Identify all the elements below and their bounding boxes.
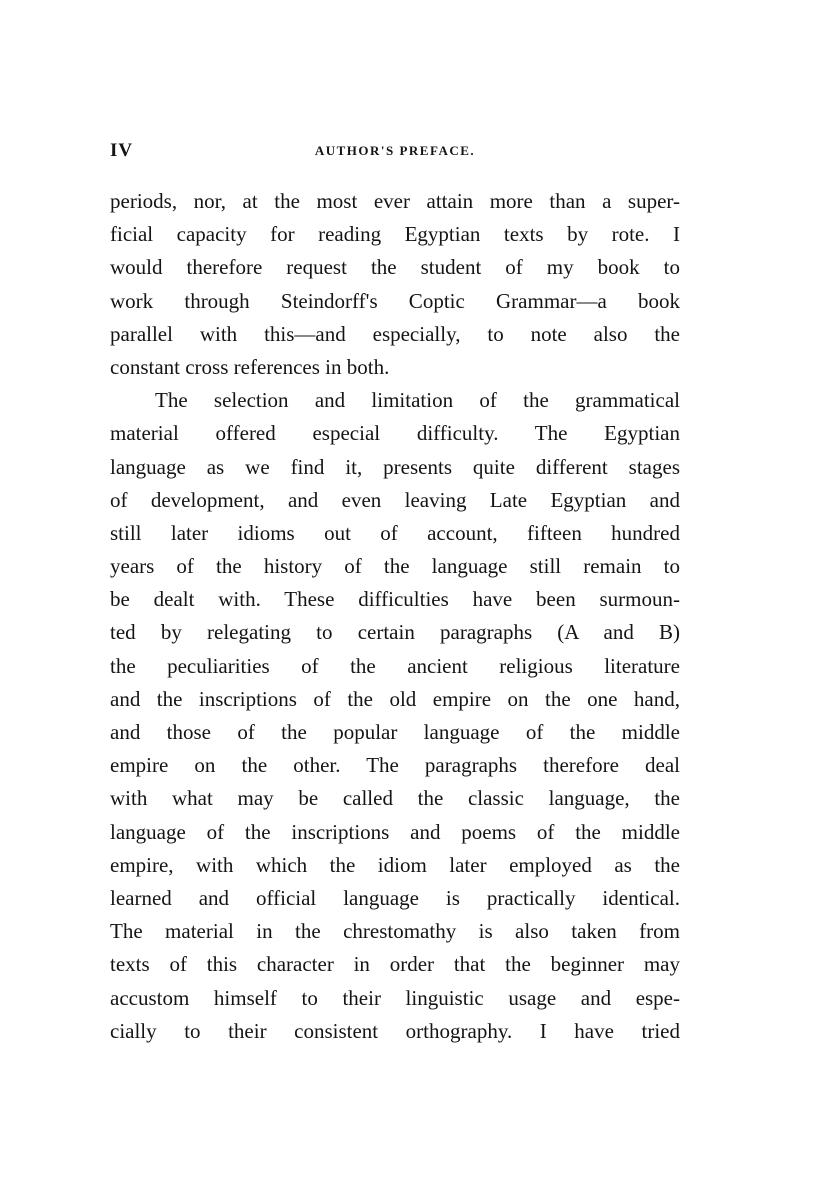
running-head: AUTHOR'S PREFACE. [314,143,476,158]
text-line: would therefore request the student of my book to [110,255,680,280]
text-line: ted by relegating to certain paragraphs (A and B) [110,620,680,645]
page-header [110,140,680,164]
text-line: still later idioms out of account, fifteen hundred [110,520,680,545]
text-line: work through Steindorff's Coptic Grammar—a book [110,288,680,313]
text-line: language of the inscriptions and poems of the middle [110,819,680,844]
page-number: IV [110,140,134,161]
text-line: be dealt with. These difficulties have been surmoun- [110,587,680,612]
text-line: accustom himself to their linguistic usage and espe- [110,985,680,1010]
text-line: the peculiarities of the ancient religious literature [110,653,680,678]
text-line: periods, nor, at the most ever attain more than a super- [110,189,680,213]
text-line: learned and official language is practically identical. [110,885,680,910]
text-line: parallel with this—and especially, to note also the [110,321,680,346]
text-line: language as we find it, presents quite different stages [110,454,680,479]
text-line: The material in the chrestomathy is also taken from [110,919,680,944]
text-line: of development, and even leaving Late Egyptian and [110,487,680,512]
text-line: ficial capacity for reading Egyptian texts by rote. I [110,222,680,247]
text-line: The selection and limitation of the grammatical [155,388,680,413]
text-line: empire, with which the idiom later employed as the [110,852,680,877]
text-line: texts of this character in order that the beginner may [110,952,680,977]
text-line: and the inscriptions of the old empire on the one hand, [110,686,680,711]
body-text [110,185,680,1048]
text-line: and those of the popular language of the middle [110,720,680,744]
text-line: empire on the other. The paragraphs therefore deal [110,753,680,778]
text-line: constant cross references in both. [110,354,390,379]
text-line: cially to their consistent orthography. I have tried [110,1018,680,1043]
text-line: material offered especial difficulty. The Egyptian [110,421,680,446]
text-line: with what may be called the classic language, the [110,786,680,811]
text-line: years of the history of the language still remain to [110,554,680,579]
